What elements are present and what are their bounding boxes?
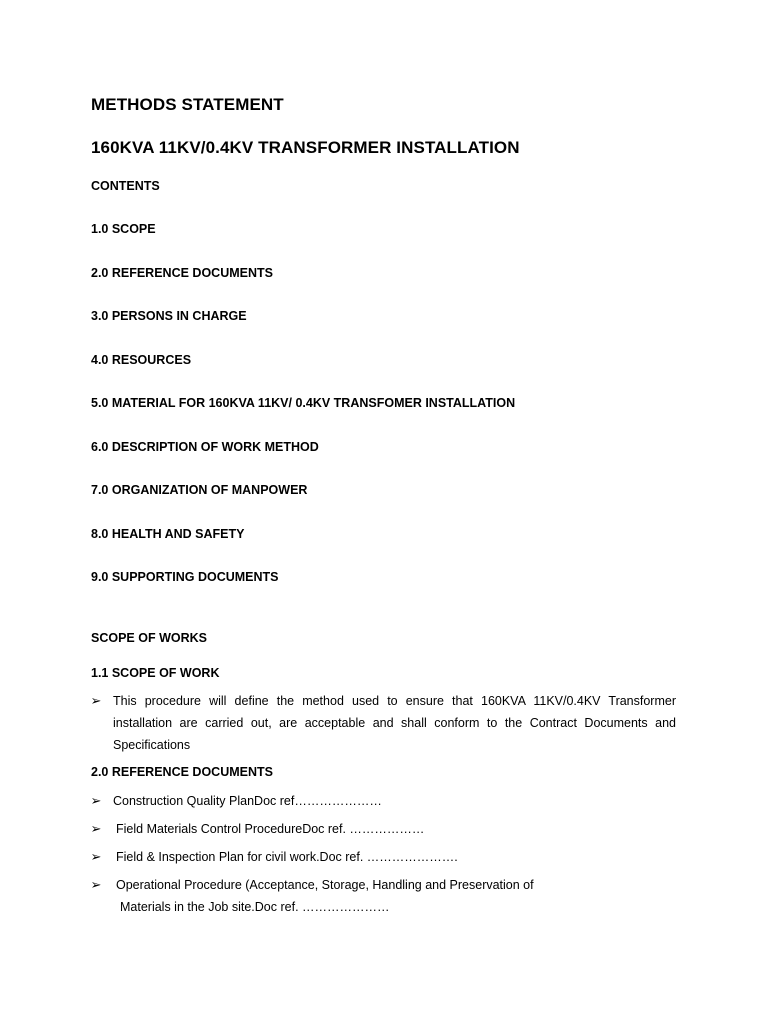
contents-item: 6.0 DESCRIPTION OF WORK METHOD [91,440,319,454]
reference-heading: 2.0 REFERENCE DOCUMENTS [91,765,273,779]
contents-item: 2.0 REFERENCE DOCUMENTS [91,266,273,280]
contents-item: 5.0 MATERIAL FOR 160KVA 11KV/ 0.4KV TRANSFOMER INSTALLATION [91,396,516,410]
contents-item: 1.0 SCOPE [91,222,156,236]
contents-heading: CONTENTS [91,179,160,193]
reference-item: Construction Quality PlanDoc ref………………… [113,794,382,808]
reference-item-continuation: Materials in the Job site.Doc ref. ………………… [120,900,390,914]
reference-item: Operational Procedure (Acceptance, Storage, Handling and Preservation of [116,878,534,892]
bullet-arrow-icon: ➢ [90,693,102,708]
scope-heading: 1.1 SCOPE OF WORK [91,666,220,680]
document-title: METHODS STATEMENT [91,95,284,114]
scope-of-works-heading: SCOPE OF WORKS [91,631,207,645]
contents-item: 8.0 HEALTH AND SAFETY [91,527,245,541]
contents-item: 9.0 SUPPORTING DOCUMENTS [91,570,279,584]
document-subtitle: 160KVA 11KV/0.4KV TRANSFORMER INSTALLATION [91,138,520,157]
contents-item: 4.0 RESOURCES [91,353,192,367]
bullet-arrow-icon: ➢ [90,849,102,864]
scope-paragraph: This procedure will define the method used to ensure that 160KVA 11KV/0.4KV Transformer installation are carried out, are acceptable and shall conform to the Contract Documents and Specifications [113,694,676,752]
contents-item: 3.0 PERSONS IN CHARGE [91,309,247,323]
reference-item: Field & Inspection Plan for civil work.Doc ref. …………………. [116,850,458,864]
bullet-arrow-icon: ➢ [90,877,102,892]
bullet-arrow-icon: ➢ [90,793,102,808]
contents-item: 7.0 ORGANIZATION OF MANPOWER [91,483,308,497]
bullet-arrow-icon: ➢ [90,821,102,836]
reference-item: Field Materials Control ProcedureDoc ref. ……………… [116,822,425,836]
